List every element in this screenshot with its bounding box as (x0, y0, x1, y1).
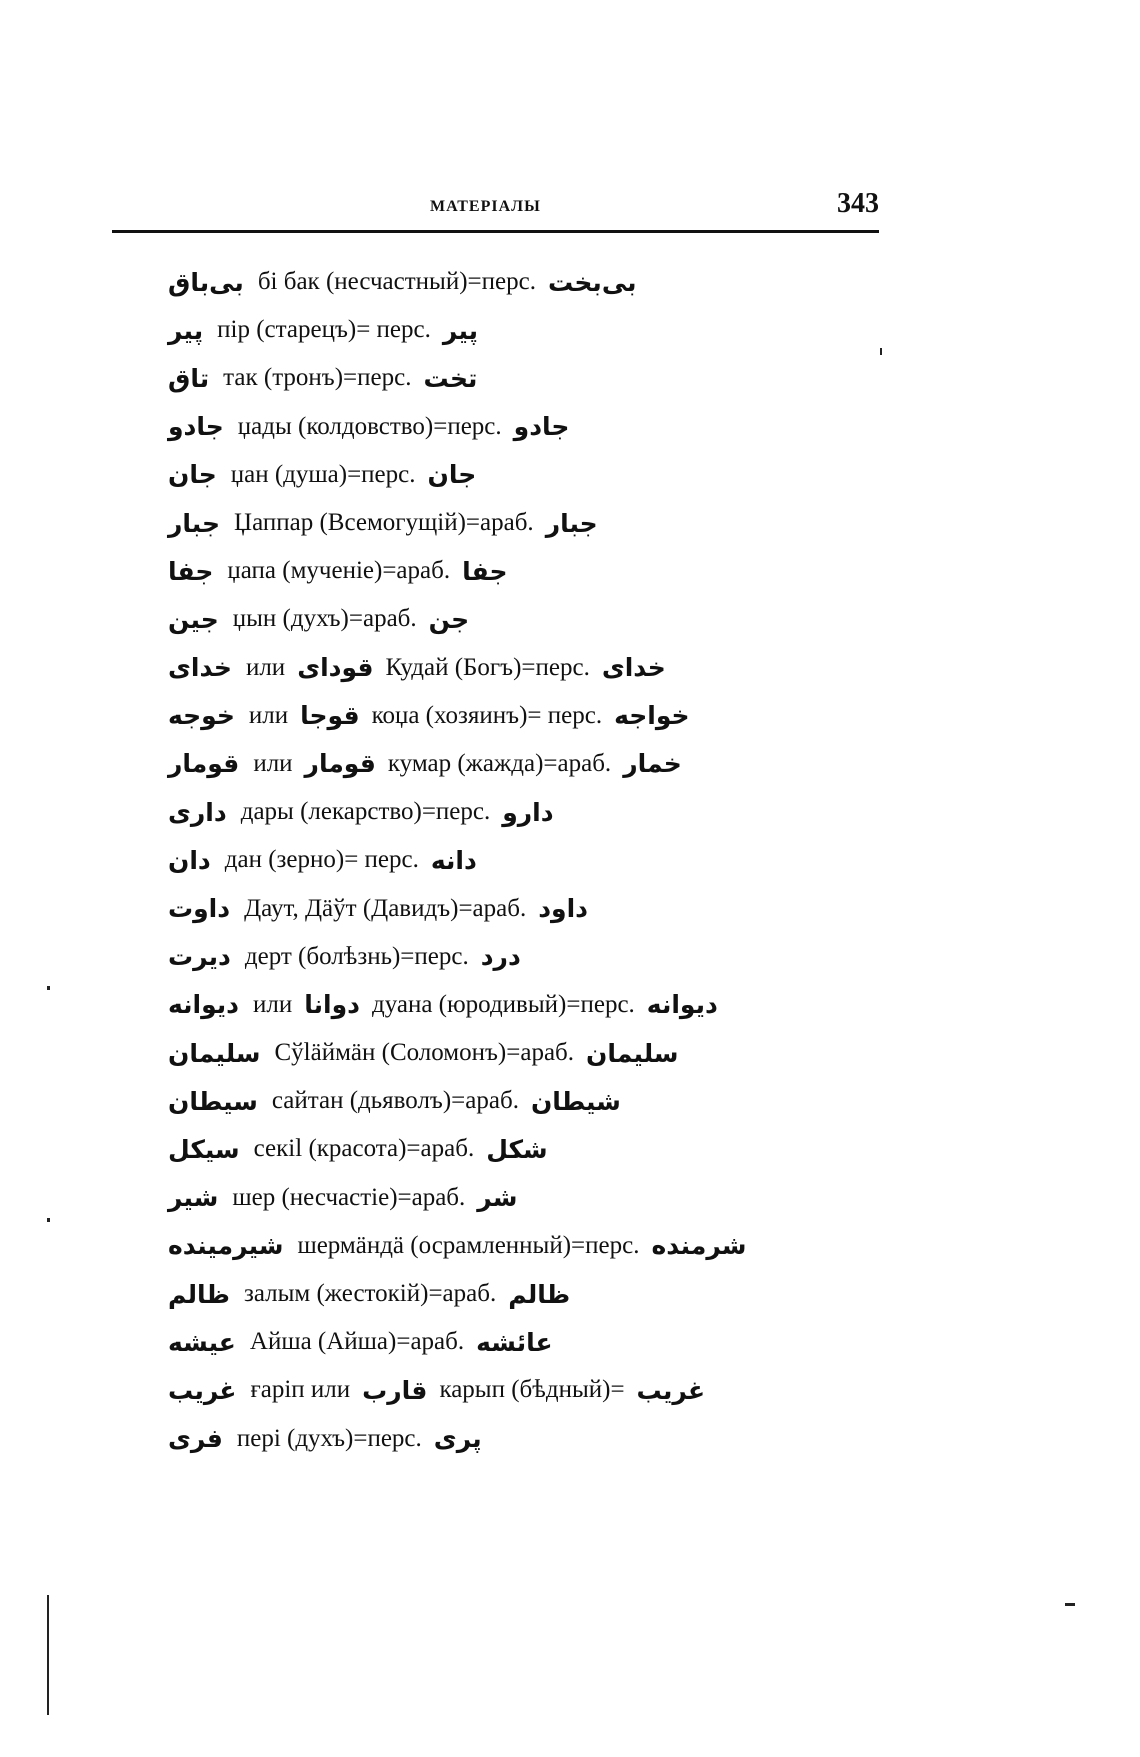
glossary-entry (168, 981, 868, 1029)
arabic-variant: قوجا (300, 701, 360, 731)
arabic-headword: دیرت (168, 942, 231, 972)
arabic-variant: دوانا (304, 990, 360, 1020)
entry-text: или (245, 653, 286, 681)
arabic-etymon: جادو (513, 412, 570, 442)
arabic-headword: دان (168, 845, 211, 875)
entry-text: шер (несчастіе)=араб. (232, 1183, 466, 1211)
arabic-headword: عیشه (168, 1327, 236, 1357)
arabic-etymon: شر (477, 1183, 518, 1213)
page-number: 343 (837, 188, 879, 219)
glossary-entry (168, 788, 868, 836)
entry-text: или (253, 749, 293, 777)
arabic-headword: داری (168, 797, 227, 827)
glossary-entry (168, 836, 868, 884)
entry-text-continued: кумар (жажда)=араб. (387, 749, 612, 777)
arabic-headword: جبار (168, 508, 221, 538)
arabic-etymon: شرمنده (651, 1231, 747, 1261)
arabic-headword: سلیمان (168, 1038, 261, 1068)
arabic-etymon: غریب (636, 1375, 706, 1405)
entry-text-continued: карып (бѣдный)= (439, 1376, 625, 1404)
arabic-etymon: جان (427, 460, 477, 490)
arabic-variant: قومار (304, 749, 376, 779)
arabic-headword: فری (168, 1424, 223, 1454)
running-title: МАТЕРIАЛЫ (430, 198, 541, 215)
arabic-etymon: درد (480, 942, 521, 972)
arabic-headword: شیرمینده (168, 1231, 284, 1261)
arabic-etymon: پیر (442, 315, 479, 345)
entry-text: пір (старецъ)= перс. (217, 316, 431, 344)
arabic-variant: قودای (297, 653, 374, 683)
arabic-etymon: ظالم (508, 1279, 571, 1309)
page-header (112, 190, 879, 233)
glossary-entry (168, 1077, 868, 1125)
arabic-headword: جفا (168, 556, 214, 586)
arabic-headword: جین (168, 604, 219, 634)
glossary-entry (168, 595, 868, 643)
entry-text: дары (лекарство)=перс. (240, 798, 491, 826)
entry-text: дерт (болѣзнь)=перс. (244, 942, 469, 970)
glossary-entry (168, 1366, 868, 1414)
glossary-entry (168, 644, 868, 692)
arabic-headword: سیکل (168, 1134, 240, 1164)
entry-text: или (253, 990, 293, 1018)
entry-text: залым (жестокій)=араб. (243, 1280, 497, 1308)
glossary-entry (168, 1270, 868, 1318)
entry-text: Сўläймäн (Соломонъ)=араб. (274, 1039, 575, 1067)
arabic-headword: خوجه (168, 701, 235, 731)
glossary-entry (168, 499, 868, 547)
arabic-headword: تاق (168, 363, 210, 393)
arabic-etymon: دیوانه (646, 990, 718, 1020)
arabic-etymon: خدای (601, 653, 666, 683)
arabic-headword: قومار (168, 749, 240, 779)
arabic-headword: غریب (168, 1375, 237, 1405)
arabic-etymon: عائشه (476, 1327, 553, 1357)
entry-text: Џаппар (Всемогущій)=араб. (234, 509, 534, 537)
glossary-entry (168, 1415, 868, 1463)
glossary-entry (168, 1222, 868, 1270)
arabic-etymon: بی‌بخت (547, 267, 637, 297)
arabic-etymon: دارو (502, 797, 554, 827)
entry-text: Даут, Дäўт (Давидъ)=араб. (244, 894, 527, 922)
entry-text: или (248, 701, 289, 729)
entry-text: џапа (мученіе)=араб. (227, 557, 451, 585)
arabic-etymon: پری (433, 1424, 482, 1454)
entry-text: Айша (Айша)=араб. (249, 1328, 465, 1356)
glossary-entry (168, 1029, 868, 1077)
entry-text: џады (колдовство)=перс. (237, 412, 502, 440)
arabic-etymon: تخت (423, 363, 478, 393)
arabic-etymon: دانه (430, 845, 477, 875)
arabic-headword: پیر (168, 315, 204, 345)
entry-text: џын (духъ)=араб. (232, 605, 417, 633)
entry-text-continued: дуана (юродивый)=перс. (371, 990, 635, 1018)
arabic-headword: دیوانه (168, 990, 240, 1020)
arabic-headword: جان (168, 460, 217, 490)
entry-text: так (тронъ)=перс. (223, 364, 412, 392)
entry-text: шермäндä (осрамленный)=перс. (297, 1231, 640, 1259)
arabic-variant: قارب (362, 1375, 428, 1405)
glossary-entry (168, 258, 868, 306)
glossary-list (168, 258, 868, 1463)
arabic-etymon: جن (428, 604, 470, 634)
entry-text: ғаріп или (250, 1376, 351, 1404)
arabic-headword: داوت (168, 894, 231, 924)
glossary-entry (168, 1174, 868, 1222)
glossary-entry (168, 884, 868, 932)
arabic-etymon: جفا (462, 556, 508, 586)
arabic-etymon: داود (538, 894, 588, 924)
glossary-entry (168, 692, 868, 740)
arabic-headword: جادو (168, 412, 224, 442)
arabic-etymon: شیطان (530, 1086, 621, 1116)
glossary-entry (168, 403, 868, 451)
entry-text: секіl (красота)=араб. (253, 1135, 475, 1163)
arabic-headword: خدای (168, 653, 232, 683)
glossary-entry (168, 933, 868, 981)
entry-text: дан (зерно)= перс. (224, 846, 419, 874)
arabic-headword: بی‌باق (168, 267, 244, 297)
arabic-etymon: شکل (486, 1134, 548, 1164)
entry-text: бі бак (несчастный)=перс. (257, 268, 536, 296)
arabic-etymon: خمار (623, 749, 682, 779)
arabic-headword: شیر (168, 1183, 219, 1213)
glossary-entry (168, 451, 868, 499)
entry-text-continued: Кудай (Богъ)=перс. (385, 653, 590, 681)
glossary-entry (168, 547, 868, 595)
entry-text: пері (духъ)=перс. (236, 1424, 422, 1452)
glossary-entry (168, 1125, 868, 1173)
arabic-etymon: خواجه (614, 701, 690, 731)
entry-text-continued: коџа (хозяинъ)= перс. (371, 701, 603, 729)
arabic-etymon: جبار (545, 508, 598, 538)
glossary-entry (168, 306, 868, 354)
glossary-entry (168, 354, 868, 402)
glossary-entry (168, 740, 868, 788)
glossary-entry (168, 1318, 868, 1366)
entry-text: сайтан (дьяволъ)=араб. (271, 1087, 519, 1115)
arabic-headword: ظالم (168, 1279, 230, 1309)
arabic-etymon: سلیمان (586, 1038, 679, 1068)
entry-text: џан (душа)=перс. (230, 460, 416, 488)
arabic-headword: سیطان (168, 1086, 258, 1116)
